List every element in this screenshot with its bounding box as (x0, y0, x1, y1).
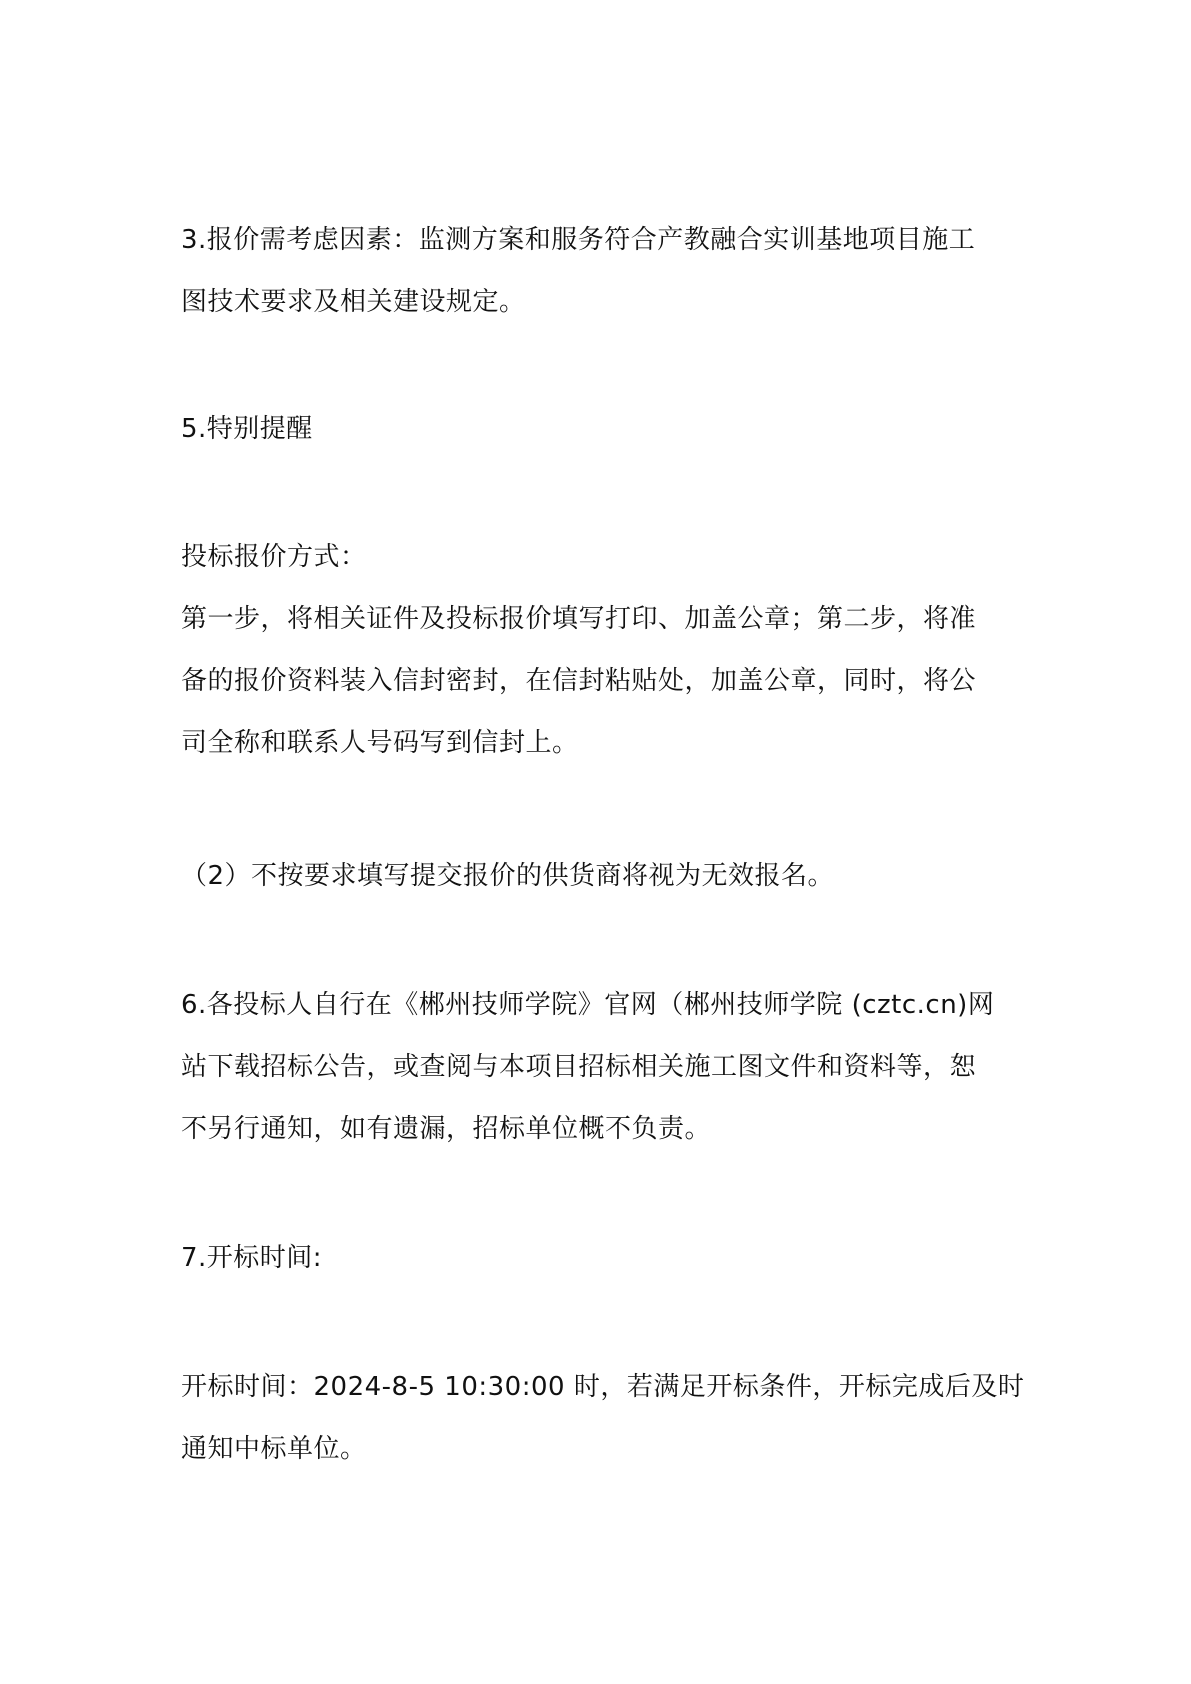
paragraph-item-3 (181, 209, 1021, 333)
heading-item-5 (181, 398, 1021, 460)
text-line: 投标报价方式： (181, 542, 367, 572)
text-line: 开标时间：2024-8-5 10:30:00 时，若满足开标条件，开标完成后及时 (181, 1372, 1025, 1402)
text-line: 5.特别提醒 (181, 414, 313, 444)
paragraph-bid-method (181, 526, 1021, 774)
text-line: （2）不按要求填写提交报价的供货商将视为无效报名。 (181, 861, 835, 891)
heading-item-7 (181, 1227, 1021, 1289)
paragraph-item-6 (181, 974, 1021, 1160)
text-line: 备的报价资料装入信封密封，在信封粘贴处，加盖公章，同时，将公 (181, 666, 977, 696)
text-line: 站下载招标公告，或查阅与本项目招标相关施工图文件和资料等，恕 (181, 1052, 977, 1082)
text-line: 第一步，将相关证件及投标报价填写打印、加盖公章；第二步，将准 (181, 604, 977, 634)
text-line: 图技术要求及相关建设规定。 (181, 287, 526, 317)
text-line: 6.各投标人自行在《郴州技师学院》官网（郴州技师学院 (cztc.cn)网 (181, 990, 995, 1020)
text-line: 3.报价需考虑因素：监测方案和服务符合产教融合实训基地项目施工 (181, 225, 976, 255)
paragraph-item-5-2 (181, 845, 1021, 907)
text-line: 7.开标时间: (181, 1243, 323, 1273)
text-line: 司全称和联系人号码写到信封上。 (181, 728, 579, 758)
text-line: 通知中标单位。 (181, 1434, 367, 1464)
paragraph-opening-time (181, 1356, 1025, 1480)
text-line: 不另行通知，如有遗漏，招标单位概不负责。 (181, 1114, 712, 1144)
